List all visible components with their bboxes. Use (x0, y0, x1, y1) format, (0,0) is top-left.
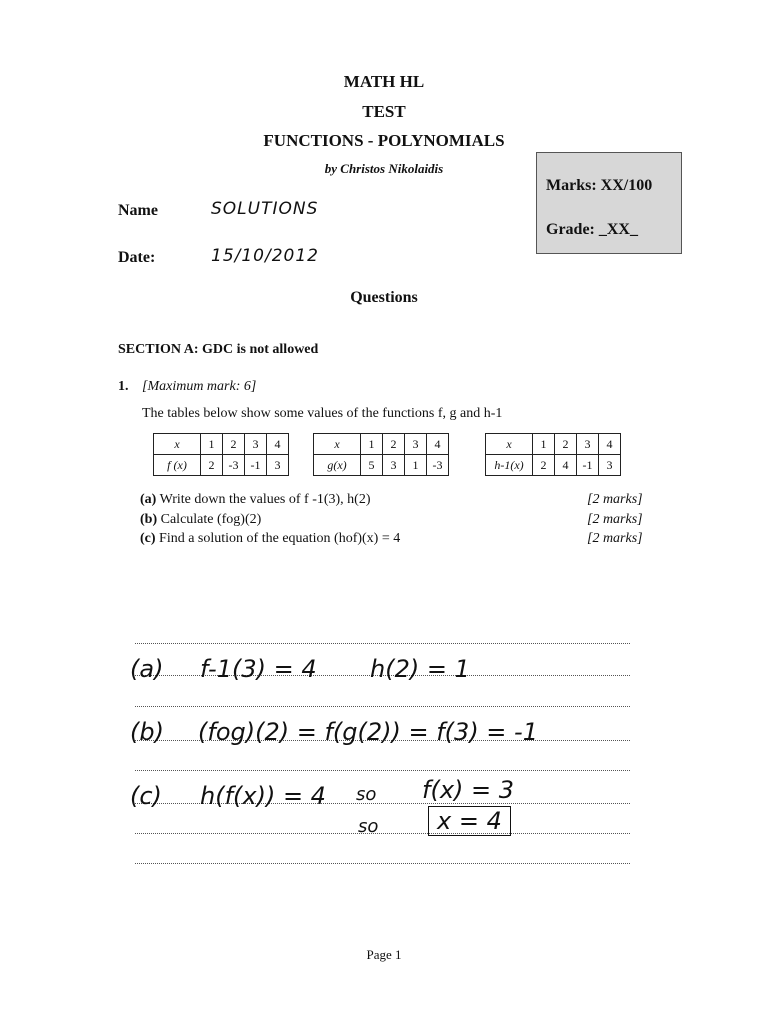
part-b (140, 512, 261, 528)
table-row (486, 434, 621, 455)
test-topic-heading: FUNCTIONS - POLYNOMIALS (263, 131, 505, 150)
question-max-mark: [Maximum mark: 6] (142, 379, 257, 394)
table-header-cell: x (486, 434, 533, 455)
part-c (140, 531, 400, 547)
question-intro: The tables below show some values of the functions f, g and h-1 (142, 406, 503, 421)
answer-line (135, 770, 630, 771)
hw-b-work: (fog)(2) = f(g(2)) = f(3) = -1 (198, 718, 538, 746)
part-c-label: (c) (140, 531, 156, 546)
part-b-marks: [2 marks] (587, 512, 643, 527)
part-c-text: Find a solution of the equation (hof)(x) = 4 (159, 531, 401, 546)
table-cell: -1 (577, 455, 599, 476)
table-header-cell: h-1(x) (486, 455, 533, 476)
table-cell: -3 (427, 455, 449, 476)
hw-c-step1: h(f(x)) = 4 (200, 782, 326, 810)
table-row (154, 455, 289, 476)
answer-line (135, 863, 630, 864)
table-row (314, 434, 449, 455)
hw-c-so-2: so (358, 816, 379, 837)
table-cell: 3 (577, 434, 599, 455)
hw-a-h2: h(2) = 1 (370, 655, 470, 683)
hw-b-label: (b) (130, 718, 164, 746)
table-header-cell: f (x) (154, 455, 201, 476)
hw-c-label: (c) (130, 782, 162, 810)
answer-line (135, 833, 630, 834)
test-subject-heading: MATH HL (343, 72, 425, 91)
part-a-text: Write down the values of f -1(3), h(2) (159, 492, 371, 507)
table-cell: 3 (599, 455, 621, 476)
table-row (486, 455, 621, 476)
date-value: 15/10/2012 (211, 246, 319, 266)
part-a-label: (a) (140, 492, 157, 507)
answer-line (135, 643, 630, 644)
hw-c-final-answer: x = 4 (428, 806, 511, 836)
section-a-heading: SECTION A: GDC is not allowed (118, 342, 319, 357)
author-byline: by Christos Nikolaidis (324, 161, 444, 176)
marks-grade-box (536, 152, 682, 254)
table-header-cell: x (154, 434, 201, 455)
part-a-marks: [2 marks] (587, 492, 643, 507)
table-cell: 3 (383, 455, 405, 476)
table-g (313, 433, 449, 476)
part-c-marks: [2 marks] (587, 531, 643, 546)
hw-c-so-1: so (356, 784, 377, 805)
table-cell: 4 (555, 455, 577, 476)
table-cell: 1 (405, 455, 427, 476)
table-cell: 1 (201, 434, 223, 455)
table-cell: 5 (361, 455, 383, 476)
table-header-cell: g(x) (314, 455, 361, 476)
grade-text: Grade: _XX_ (546, 221, 638, 238)
test-type-heading: TEST (362, 102, 406, 121)
table-cell: -3 (223, 455, 245, 476)
question-number: 1. (118, 379, 129, 394)
table-cell: 3 (267, 455, 289, 476)
table-cell: 4 (427, 434, 449, 455)
part-a (140, 492, 371, 508)
table-cell: 2 (555, 434, 577, 455)
table-header-cell: x (314, 434, 361, 455)
answer-line (135, 706, 630, 707)
hw-c-step2: f(x) = 3 (422, 776, 515, 804)
table-cell: 3 (245, 434, 267, 455)
table-row (154, 434, 289, 455)
table-cell: 1 (533, 434, 555, 455)
part-b-label: (b) (140, 512, 158, 527)
name-label: Name (118, 202, 158, 219)
name-value: SOLUTIONS (211, 199, 319, 219)
table-h-inverse (485, 433, 621, 476)
hw-a-label: (a) (130, 655, 164, 683)
marks-text: Marks: XX/100 (546, 177, 653, 194)
table-cell: 2 (383, 434, 405, 455)
table-cell: 2 (223, 434, 245, 455)
table-cell: 2 (201, 455, 223, 476)
part-b-text: Calculate (fog)(2) (160, 512, 262, 527)
page-number: Page 1 (366, 947, 402, 962)
table-f (153, 433, 289, 476)
questions-heading: Questions (350, 289, 418, 306)
table-cell: 4 (599, 434, 621, 455)
table-cell: 4 (267, 434, 289, 455)
hw-a-inverse-f: f-1(3) = 4 (200, 655, 317, 683)
table-cell: 2 (533, 455, 555, 476)
table-cell: -1 (245, 455, 267, 476)
date-label: Date: (118, 249, 156, 266)
table-cell: 3 (405, 434, 427, 455)
table-row (314, 455, 449, 476)
table-cell: 1 (361, 434, 383, 455)
